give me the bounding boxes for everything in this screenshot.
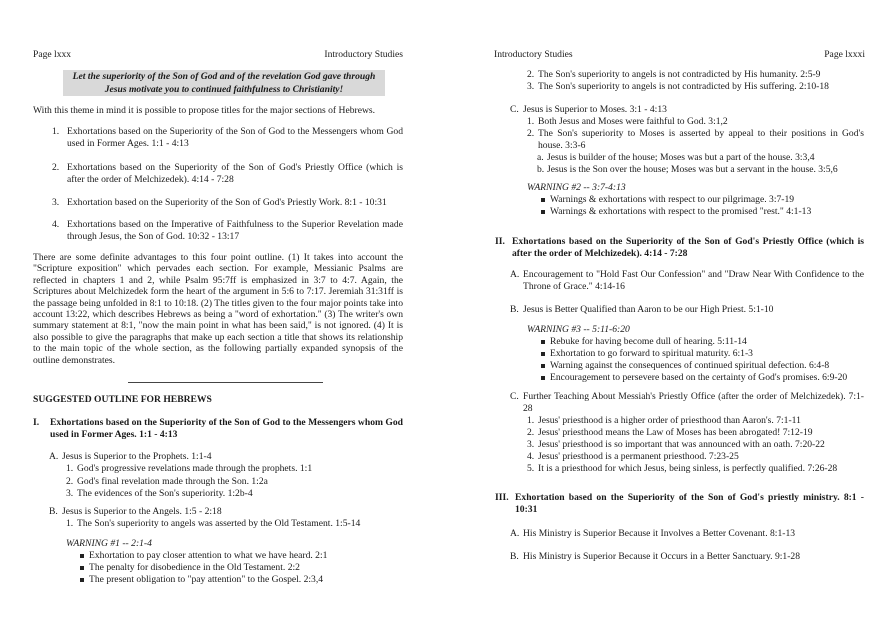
- bullet-icon: [80, 566, 84, 570]
- outline-II-C-5: 5. It is a priesthood for which Jesus, being sinless, is perfectly qualified. 7:26-28: [527, 463, 838, 474]
- right-page: [446, 0, 892, 633]
- outline-I-C-2-b: b. Jesus is the Son over the house; Moses was but a servant in the house. 3:5,6: [537, 164, 838, 175]
- outline-I-B-3: 3. The Son's superiority to angels is not contradicted by His suffering. 2:10-18: [527, 81, 829, 92]
- bullet-icon: [541, 376, 545, 380]
- outline-I-B-2: 2. The Son's superiority to angels is not contradicted by His humanity. 2:5-9: [527, 69, 821, 80]
- major-section-3: 3. Exhortation based on the Superiority of the Son of God's Priestly Work. 8:1 - 10:31: [52, 197, 387, 208]
- outline-I-A: A. Jesus is Superior to the Prophets. 1:1-4: [49, 451, 212, 462]
- outline-III-A: A. His Ministry is Superior Because it Involves a Better Covenant. 8:1-13: [510, 528, 796, 539]
- page-number: Page lxxxi: [824, 49, 865, 60]
- outline-section-I: I. Exhortations based on the Superiority of the Son of God to the Messengers whom God used in Former Ages. 1:1 - 4:13: [33, 417, 403, 441]
- major-section-2: 2. Exhortations based on the Superiority of the Son of God's Priestly Office (which is after the order of Melchizedek). 4:14 - 7:28: [52, 162, 403, 186]
- bullet-icon: [541, 352, 545, 356]
- bullet-icon: [541, 198, 545, 202]
- warning-2-bullet: Warnings & exhortations with respect to the promised "rest." 4:1-13: [550, 206, 811, 218]
- bullet-icon: [80, 554, 84, 558]
- bullet-icon: [541, 340, 545, 344]
- outline-I-C: C. Jesus is Superior to Moses. 3:1 - 4:13: [510, 104, 667, 115]
- warning-3-bullet: Warning against the consequences of continued spiritual defection. 6:4-8: [550, 360, 829, 372]
- warning-1-bullet: The present obligation to "pay attention" to the Gospel. 2:3,4: [89, 574, 323, 586]
- advantages-paragraph: There are some definite advantages to this four point outline. (1) It takes into account the "Scripture exposition" which pervades each section. For example, Messianic Psalms are reflected in chapters 1 and 2, while Psalm 95:7ff is emphasized in 3:7 to 4:7. Again, the Scriptures about Melchizedek form the heart of the argument in 5:6 to 7:17. Jeremiah 31:31ff is the passage being unfolded in 8:1 to 10:18. (2) The titles given to the four major points take into account 13:22, which describes Hebrews as being a "word of exhortation." (3) The writer's own summary statement at 8:1, "now the main point in what has been said," is not ignored. (4) It is also possible to give the paragraphs that make up each section a title that shows its relationship to the main topic of the whole section, as the following partially expanded synopsis of the outline demonstrates.: [33, 252, 403, 366]
- divider: [128, 382, 323, 383]
- outline-I-A-1: 1. God's progressive revelations made through the prophets. 1:1: [66, 463, 313, 474]
- warning-3-bullet: Encouragement to persevere based on the certainty of God's promises. 6:9-20: [550, 372, 847, 384]
- intro-text: With this theme in mind it is possible to propose titles for the major sections of Hebrews.: [33, 105, 376, 116]
- warning-3-heading: WARNING #3 -- 5:11-6:20: [527, 324, 630, 335]
- outline-section-II: II. Exhortations based on the Superiority of the Son of God's Priestly Office (which is after the order of Melchizedek). 4:14 - 7:28: [495, 236, 864, 260]
- bullet-icon: [541, 364, 545, 368]
- theme-banner: Let the superiority of the Son of God and of the revelation God gave through Jesus motivate you to continued faithfulness to Christianity!: [63, 70, 385, 96]
- warning-2-heading: WARNING #2 -- 3:7-4:13: [527, 182, 626, 193]
- outline-I-A-3: 3. The evidences of the Son's superiority. 1:2b-4: [66, 488, 253, 499]
- warning-2-bullet: Warnings & exhortations with respect to our pilgrimage. 3:7-19: [550, 194, 794, 206]
- outline-I-B-1: 1. The Son's superiority to angels was asserted by the Old Testament. 1:5-14: [66, 518, 361, 529]
- outline-II-C-4: 4. Jesus' priesthood is a permanent priesthood. 7:23-25: [527, 451, 739, 462]
- warning-3-bullet: Exhortation to go forward to spiritual maturity. 6:1-3: [550, 348, 753, 360]
- outline-I-C-2-a: a. Jesus is builder of the house; Moses was but a part of the house. 3:3,4: [537, 152, 815, 163]
- outline-section-III: III. Exhortation based on the Superiority of the Son of God's priestly ministry. 8:1 - 10:31: [495, 492, 864, 516]
- warning-3-bullet: Rebuke for having become dull of hearing. 5:11-14: [550, 336, 747, 348]
- outline-II-C-3: 3. Jesus' priesthood is so important that was announced with an oath. 7:20-22: [527, 439, 825, 450]
- page-number: Page lxxx: [33, 49, 72, 60]
- outline-I-B: B. Jesus is Superior to the Angels. 1:5 - 2:18: [49, 506, 222, 517]
- major-section-4: 4. Exhortations based on the Imperative of Faithfulness to the Superior Revelation made through Jesus, the Son of God. 10:32 - 13:17: [52, 219, 403, 243]
- outline-II-C-2: 2. Jesus' priesthood means the Law of Moses has been abrogated! 7:12-19: [527, 427, 813, 438]
- running-head: Introductory Studies: [324, 49, 403, 60]
- outline-II-A: A. Encouragement to "Hold Fast Our Confession" and "Draw Near With Confidence to the Throne of Grace." 4:14-16: [510, 269, 864, 293]
- outline-II-C-1: 1. Jesus' priesthood is a higher order of priesthood than Aaron's. 7:1-11: [527, 415, 801, 426]
- outline-heading: SUGGESTED OUTLINE FOR HEBREWS: [33, 394, 212, 405]
- warning-1-heading: WARNING #1 -- 2:1-4: [66, 538, 152, 549]
- outline-I-C-1: 1. Both Jesus and Moses were faithful to God. 3:1,2: [527, 116, 728, 127]
- outline-II-C: C. Further Teaching About Messiah's Priestly Office (after the order of Melchizedek). 7:1-28: [510, 391, 864, 415]
- outline-I-C-2: 2. The Son's superiority to Moses is asserted by appeal to their positions in God's house. 3:3-6: [527, 128, 864, 152]
- warning-1-bullet: The penalty for disobedience in the Old Testament. 2:2: [89, 562, 300, 574]
- outline-III-B: B. His Ministry is Superior Because it Occurs in a Better Sanctuary. 9:1-28: [510, 551, 801, 562]
- major-section-1: 1. Exhortations based on the Superiority of the Son of God to the Messengers whom God used in Former Ages. 1:1 - 4:13: [52, 126, 403, 150]
- bullet-icon: [80, 578, 84, 582]
- warning-1-bullet: Exhortation to pay closer attention to what we have heard. 2:1: [89, 550, 327, 562]
- outline-II-B: B. Jesus is Better Qualified than Aaron to be our High Priest. 5:1-10: [510, 304, 774, 315]
- bullet-icon: [541, 210, 545, 214]
- running-head: Introductory Studies: [494, 49, 573, 60]
- outline-I-A-2: 2. God's final revelation made through the Son. 1:2a: [66, 476, 268, 487]
